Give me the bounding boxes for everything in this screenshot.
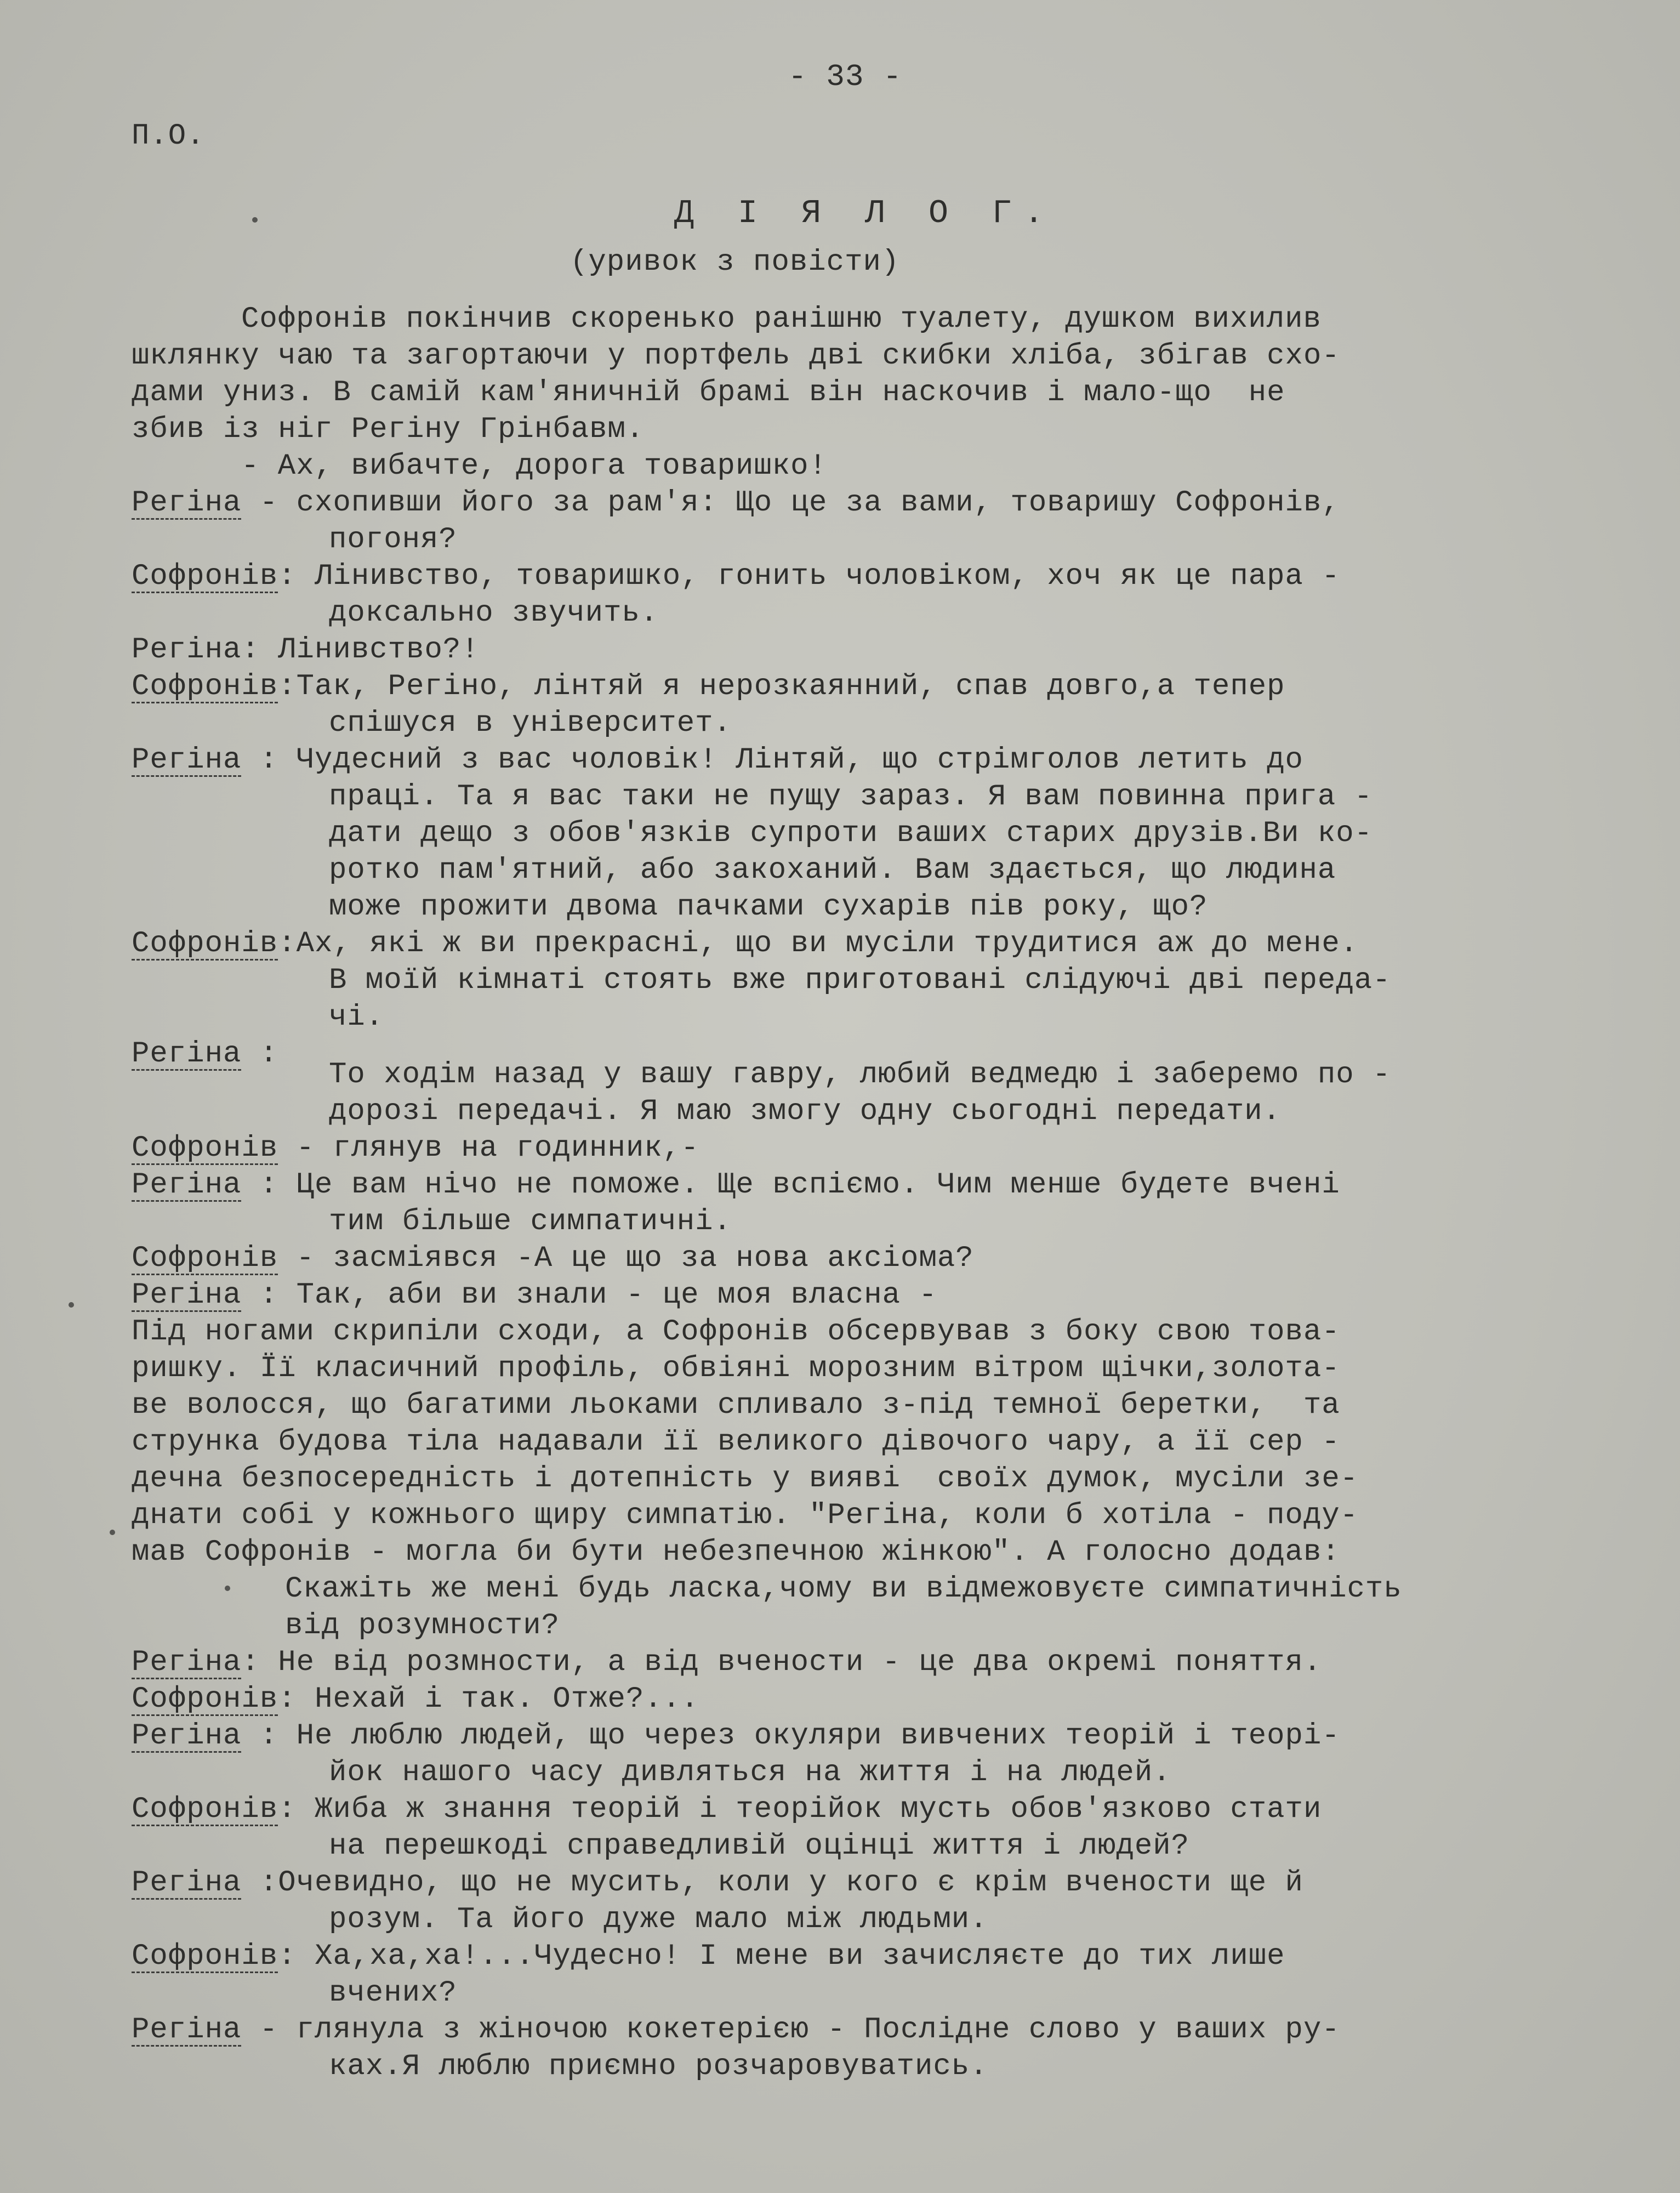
ink-dot [110, 1530, 115, 1535]
dialogue-line: дорозі передачі. Я маю змогу одну сьогодні передати. [329, 1095, 1282, 1128]
document-subtitle: (уривок з повісти) [570, 246, 900, 279]
narration-line: - Ах, вибачте, дорога товаришко! [241, 450, 827, 483]
narration-line: ришку. Її класичний профіль, обвіяні морозним вітром щічки,золота- [132, 1352, 1340, 1385]
speaker-name: Регіна [132, 633, 242, 667]
dialogue-line: Софронів:Так, Регіно, лінтяй я нерозкаянний, спав довго,а тепер [132, 670, 1285, 703]
speaker-name: Софронів [132, 1242, 278, 1275]
ink-dot [69, 1302, 74, 1308]
dialogue-line: Софронів: Лінивство, товаришко, гонить чоловіком, хоч як це пара - [132, 560, 1340, 593]
narration-line: дечна безпосередність і дотепність у вияві своїх думок, мусіли зе- [132, 1462, 1359, 1496]
narration-line: збив із ніг Регіну Грінбавм. [132, 413, 645, 446]
dialogue-line: йок нашого часу дивляться на життя і на людей. [329, 1756, 1171, 1789]
dialogue-line: Софронів:Ах, які ж ви прекрасні, що ви мусіли трудитися аж до мене. [132, 927, 1359, 961]
speaker-name: Софронів [132, 1940, 278, 1973]
speaker-name: Регіна [132, 2013, 242, 2047]
dialogue-line: В моїй кімнаті стоять вже приготовані слідуючі дві переда- [329, 964, 1391, 997]
dialogue-line: вчених? [329, 1976, 457, 2010]
dialogue-line: на перешкоді справедливій оцінці життя і людей? [329, 1830, 1190, 1863]
speaker-name: Регіна [132, 743, 242, 777]
dialogue-line: Регіна - глянула з жіночою кокетерією - Послідне слово у ваших ру- [132, 2013, 1340, 2047]
dialogue-line: Регіна: Лінивство?! [132, 633, 480, 667]
dialogue-line: тим більше симпатичні. [329, 1205, 732, 1238]
dialogue-line: спішуся в університет. [329, 707, 732, 740]
dialogue-line: Регіна : Так, аби ви знали - це моя власна - [132, 1279, 937, 1312]
speaker-name: Регіна [132, 1646, 242, 1679]
author-mark: П.О. [132, 120, 205, 153]
speaker-name: Софронів [132, 1683, 278, 1716]
narration-line: Скажіть же мені будь ласка,чому ви відмежовуєте симпатичність [285, 1572, 1402, 1606]
dialogue-line: Регіна : Чудесний з вас чоловік! Лінтяй, що стрімголов летить до [132, 743, 1303, 777]
speaker-name: Регіна [132, 486, 242, 520]
dialogue-line: Софронів: Ха,ха,ха!...Чудесно! І мене ви зачисляєте до тих лише [132, 1940, 1285, 1973]
narration-line: Під ногами скрипіли сходи, а Софронів обсервував з боку свою това- [132, 1315, 1340, 1349]
dialogue-line: ках.Я люблю приємно розчаровуватись. [329, 2050, 988, 2083]
speaker-name: Регіна [132, 1168, 242, 1202]
dialogue-line: Регіна : Це вам нічо не поможе. Ще вспіємо. Чим менше будете вчені [132, 1168, 1340, 1202]
narration-line: ве волосся, що багатими льоками спливало з-під темної беретки, та [132, 1389, 1340, 1422]
dialogue-line: Регіна: Не від розмности, а від вчености - це два окремі поняття. [132, 1646, 1322, 1679]
narration-line: днати собі у кожнього щиру симпатію. "Регіна, коли б хотіла - поду- [132, 1499, 1359, 1532]
narration-line: дами униз. В самій кам'яничній брамі він наскочив і мало-що не [132, 376, 1285, 410]
dialogue-line: Регіна : [132, 1037, 278, 1071]
dialogue-line: Регіна - схопивши його за рам'я: Що це за вами, товаришу Софронів, [132, 486, 1340, 520]
dialogue-line: погоня? [329, 523, 457, 556]
narration-line: мав Софронів - могла би бути небезпечною жінкою". А голосно додав: [132, 1536, 1340, 1569]
speaker-name: Софронів [132, 670, 278, 703]
speaker-name: Софронів [132, 560, 278, 593]
speaker-name: Регіна [132, 1037, 242, 1071]
speaker-name: Софронів [132, 927, 278, 961]
dialogue-line: Софронів: Жиба ж знання теорій і теорійок мусть обов'язково стати [132, 1793, 1322, 1826]
narration-line: шклянку чаю та загортаючи у портфель дві скибки хліба, збігав схо- [132, 339, 1340, 373]
speaker-name: Регіна [132, 1719, 242, 1753]
dialogue-line: розум. Та його дуже мало між людьми. [329, 1903, 988, 1936]
dialogue-line: чі. [329, 1001, 384, 1034]
dialogue-line: Софронів - засміявся -А це що за нова аксіома? [132, 1242, 974, 1275]
dialogue-line: Регіна : Не люблю людей, що через окуляри вивчених теорій і теорі- [132, 1719, 1340, 1753]
document-title: Д І Я Л О Г. [674, 195, 1056, 232]
page-number: - 33 - [788, 59, 902, 94]
narration-line: струнка будова тіла надавали її великого дівочого чару, а її сер - [132, 1425, 1340, 1459]
dialogue-line: може прожити двома пачками сухарів пів року, що? [329, 890, 1208, 924]
ink-dot [225, 1586, 230, 1591]
narration-line: від розумности? [285, 1609, 560, 1643]
dialogue-line: праці. Та я вас таки не пущу зараз. Я вам повинна прига - [329, 780, 1373, 814]
dialogue-line: Регіна :Очевидно, що не мусить, коли у кого є крім вчености ще й [132, 1866, 1303, 1900]
dialogue-line: То ходім назад у вашу гавру, любий ведмедю і заберемо по - [329, 1058, 1391, 1092]
ink-dot [252, 217, 258, 223]
dialogue-line: Софронів: Нехай і так. Отже?... [132, 1683, 699, 1716]
speaker-name: Регіна [132, 1866, 242, 1900]
dialogue-line: дати дещо з обов'язків супроти ваших старих друзів.Ви ко- [329, 817, 1373, 850]
dialogue-line: ротко пам'ятний, або закоханий. Вам здається, що людина [329, 854, 1336, 887]
dialogue-line: Софронів - глянув на годинник,- [132, 1132, 699, 1165]
speaker-name: Софронів [132, 1793, 278, 1826]
speaker-name: Регіна [132, 1279, 242, 1312]
narration-line: Софронів покінчив скоренько ранішню туалету, душком вихилив [241, 303, 1322, 336]
dialogue-line: доксально звучить. [329, 596, 659, 630]
speaker-name: Софронів [132, 1132, 278, 1165]
